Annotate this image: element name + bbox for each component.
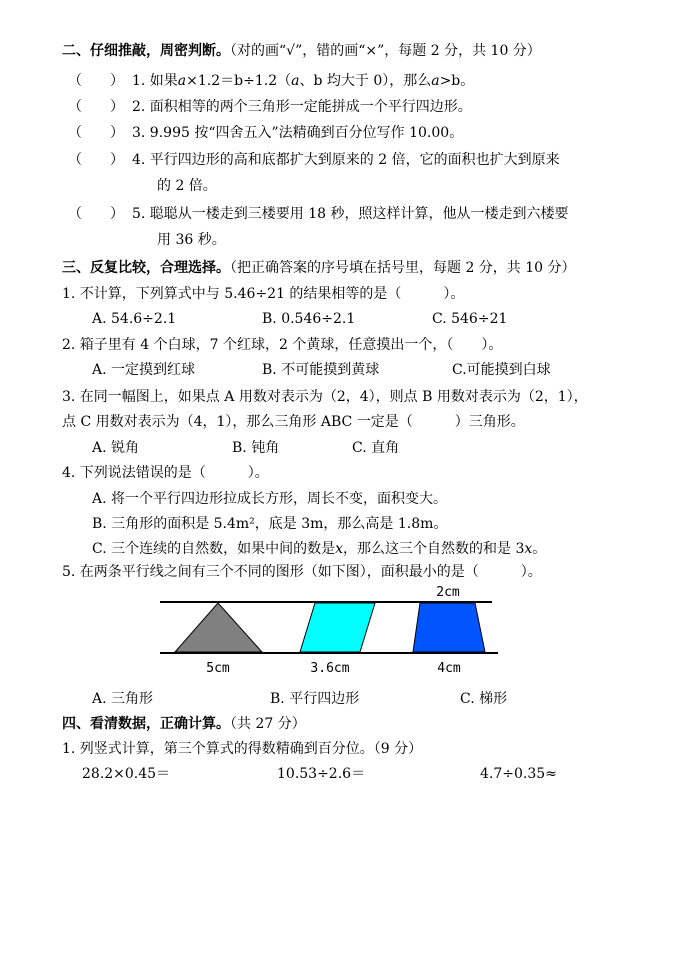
section2-note: （对的画“√”，错的画“×”，每题 2 分，共 10 分） <box>230 43 541 59</box>
s3-q2-opt-c: C.可能摸到白球 <box>452 362 551 378</box>
s3-q3-stem1: 3. 在同一幅图上，如果点 A 用数对表示为（2，4），则点 B 用数对表示为（2，1）， <box>62 389 588 405</box>
parallelogram-base-label: 3.6cm <box>310 661 350 676</box>
shapes-figure <box>150 580 510 690</box>
s2-item3-text: 3. 9.995 按“四舍五入”法精确到百分位写作 10.00。 <box>132 125 464 141</box>
s2-item1-text: 1. 如果𝑎×1.2＝b÷1.2（𝑎、b 均大于 0），那么𝑎>b。 <box>132 73 475 89</box>
s2-item5-cont: 用 36 秒。 <box>157 232 226 248</box>
s2-item2-blank[interactable]: （ ） <box>68 99 124 115</box>
triangle-base-label: 5cm <box>206 661 230 676</box>
s2-item2-text: 2. 面积相等的两个三角形一定能拼成一个平行四边形。 <box>132 99 472 115</box>
triangle-shape <box>175 603 262 652</box>
s4-expr-2: 10.53÷2.6＝ <box>277 766 366 782</box>
s3-q1-opt-c: C. 546÷21 <box>432 311 508 327</box>
s3-q4-opt-b: B. 三角形的面积是 5.4m²，底是 3m，那么高是 1.8m。 <box>92 516 448 532</box>
s3-q4-stem: 4. 下列说法错误的是（ ）。 <box>62 465 269 481</box>
section4-note: （共 27 分） <box>230 716 306 732</box>
trapezoid-shape <box>413 603 485 652</box>
s3-q5-stem: 5. 在两条平行线之间有三个不同的图形（如下图），面积最小的是（ ）。 <box>62 564 542 580</box>
s4-q1-stem: 1. 列竖式计算，第三个算式的得数精确到百分位。（9 分） <box>62 741 423 757</box>
s2-item4-blank[interactable]: （ ） <box>68 152 124 168</box>
s2-item4-text: 4. 平行四边形的高和底都扩大到原来的 2 倍，它的面积也扩大到原来 <box>132 152 560 168</box>
s3-q3-opt-b: B. 钝角 <box>232 440 280 456</box>
s3-q5-opt-a: A. 三角形 <box>92 691 154 707</box>
s3-q1-opt-b: B. 0.546÷2.1 <box>262 311 356 327</box>
s2-item5-text: 5. 聪聪从一楼走到三楼要用 18 秒，照这样计算，他从一楼走到六楼要 <box>132 206 569 222</box>
s3-q4-opt-a: A. 将一个平行四边形拉成长方形，周长不变，面积变大。 <box>92 491 448 507</box>
s4-expr-1: 28.2×0.45＝ <box>82 766 171 782</box>
s2-item1-blank[interactable]: （ ） <box>68 73 124 89</box>
s3-q3-opt-a: A. 锐角 <box>92 440 140 456</box>
s3-q5-opt-b: B. 平行四边形 <box>270 691 360 707</box>
s2-item3-blank[interactable]: （ ） <box>68 125 124 141</box>
s3-q3-opt-c: C. 直角 <box>352 440 400 456</box>
s4-expr-3: 4.7÷0.35≈ <box>480 766 557 782</box>
section3-note: （把正确答案的序号填在括号里，每题 2 分，共 10 分） <box>230 260 576 276</box>
s2-item5-blank[interactable]: （ ） <box>68 206 124 222</box>
s3-q1-opt-a: A. 54.6÷2.1 <box>92 311 177 327</box>
s3-q5-opt-c: C. 梯形 <box>460 691 508 707</box>
s3-q2-stem: 2. 箱子里有 4 个白球，7 个红球，2 个黄球，任意摸出一个，（ ）。 <box>62 337 503 353</box>
section3-heading: 三、反复比较，合理选择。（把正确答案的序号填在括号里，每题 2 分，共 10 分） <box>62 260 576 276</box>
s3-q2-opt-b: B. 不可能摸到黄球 <box>262 362 380 378</box>
trapezoid-base-label: 4cm <box>437 661 461 676</box>
section2-heading: 二、仔细推敲，周密判断。（对的画“√”，错的画“×”，每题 2 分，共 10 分） <box>62 43 541 59</box>
s3-q1-stem: 1. 不计算，下列算式中与 5.46÷21 的结果相等的是（ ）。 <box>62 286 465 302</box>
trapezoid-top-label: 2cm <box>436 585 460 600</box>
s3-q3-stem2: 点 C 用数对表示为（4，1），那么三角形 ABC 一定是（ ）三角形。 <box>62 414 525 430</box>
s3-q4-opt-c: C. 三个连续的自然数，如果中间的数是𝑥，那么这三个自然数的和是 3𝑥。 <box>92 541 547 557</box>
parallelogram-shape <box>300 603 375 652</box>
s3-q2-opt-a: A. 一定摸到红球 <box>92 362 196 378</box>
s2-item4-cont: 的 2 倍。 <box>157 178 217 194</box>
section4-heading: 四、看清数据，正确计算。（共 27 分） <box>62 716 306 732</box>
